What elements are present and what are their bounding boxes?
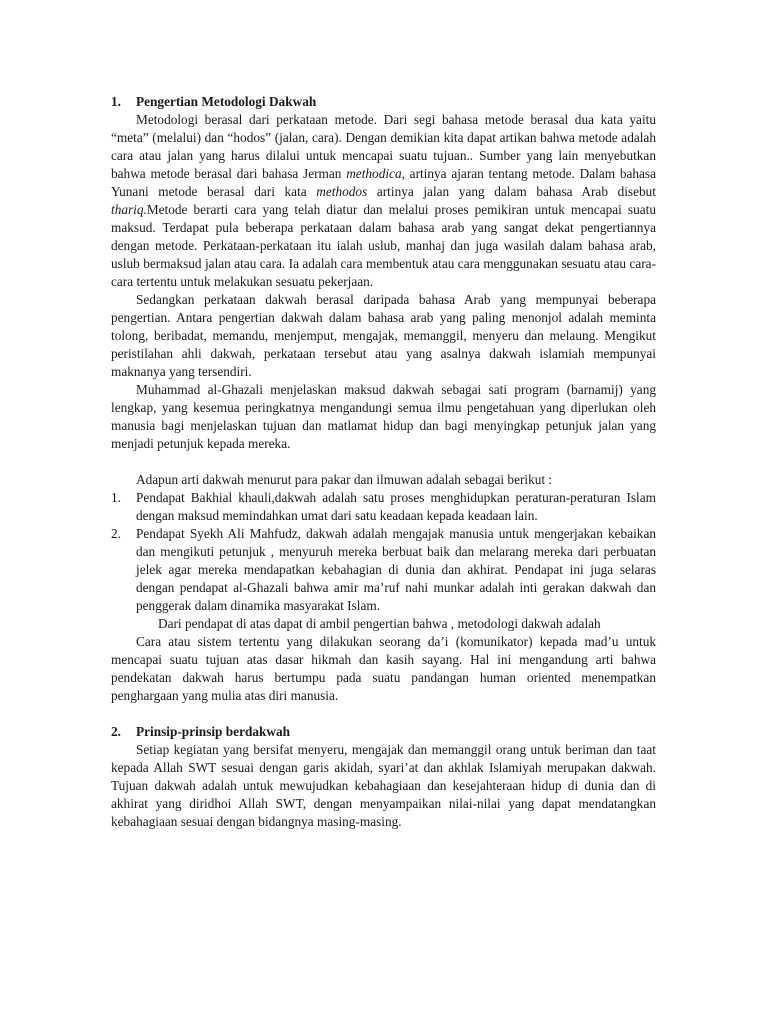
list-item-number: 1.: [111, 490, 121, 505]
definitions-list: [111, 489, 656, 615]
text-run: Metodologi berasal dari perkataan metode. Dari segi bahasa metode berasal dua kata yaitu “meta” (melalui) dan “hodos” (jalan, cara). Dengan demikian kita dapat artikan bahwa metode adalah cara atau jalan yang harus dilalui untuk mencapai suatu tujuan.. Sumber yang lain menyebutkan bahwa metode berasal dari bahasa Jerman: [111, 112, 656, 181]
conclusion-block: [111, 615, 656, 633]
section-1-paragraph-3: Muhammad al-Ghazali menjelaskan maksud dakwah sebagai sati program (barnamij) yang lengkap, yang kesemua peringkatnya mengandungi semua ilmu pengetahuan yang diperlukan oleh manusia bagi menjelaskan tujuan dan matlamat hidup dan bagi menyingkap petunjuk jalan yang menjadi petunjuk kepada mereka.: [111, 382, 656, 451]
spacer: [111, 453, 656, 471]
list-item-number: 2.: [111, 526, 121, 541]
spacer: [111, 705, 656, 723]
section-2-title: Prinsip-prinsip berdakwah: [136, 724, 291, 739]
section-2-heading: [111, 723, 656, 741]
list-item-text: Pendapat Syekh Ali Mahfudz, dakwah adalah mengajak manusia untuk mengerjakan kebaikan dan mengikuti petunjuk , menyuruh mereka berbuat baik dan melarang mereka dari perbuatan jelek agar mereka mendapatkan kebahagian di dunia dan akhirat. Pendapat ini juga selaras dengan pendapat al-Ghazali bahwa amir ma’ruf nahi munkar adalah inti gerakan dakwah dan penggerak dalam dinamika masyarakat Islam.: [136, 526, 656, 613]
italic-term-methodos: methodos: [316, 184, 368, 199]
section-1-paragraph-4: Adapun arti dakwah menurut para pakar dan ilmuwan adalah sebagai berikut :: [136, 472, 553, 487]
document-body: [111, 93, 656, 831]
section-2-number: 2.: [111, 724, 121, 739]
section-2-paragraph-1: Setiap kegiatan yang bersifat menyeru, mengajak dan memanggil orang untuk beriman dan taat kepada Allah SWT sesuai dengan garis akidah, syari’at dan akhlak Islamiyah merupakan dakwah. Tujuan dakwah adalah untuk mewujudkan kebahagiaan dan kesejahteraan hidup di dunia dan di akhirat yang diridhoi Allah SWT, dengan menyampaikan nilai-nilai yang dapat mendatangkan kebahagiaan sesuai dengan bidangnya masing-masing.: [111, 742, 656, 829]
italic-term-thariq: thariq.: [111, 202, 147, 217]
section-1-paragraph-1: [111, 111, 656, 291]
section-1-paragraph-6: Cara atau sistem tertentu yang dilakukan seorang da’i (komunikator) kepada mad’u untuk mencapai suatu tujuan atas dasar hikmah dan kasih sayang. Hal ini mengandung arti bahwa pendekatan dakwah harus bertumpu pada suatu pandangan human oriented menempatkan penghargaan yang mulia atas diri manusia.: [111, 634, 656, 703]
section-1-number: 1.: [111, 94, 121, 109]
text-run: Metode berarti cara yang telah diatur dan melalui proses pemikiran untuk mencapai suatu maksud. Terdapat pula beberapa perkataan dalam bahasa arab yang sangat dekat pengertiannya dengan metode. Perkataan-perkataan itu ialah uslub, manhaj dan juga wasilah dalam bahasa arab, uslub bermaksud jalan atau cara. Ia adalah cara membentuk atau cara menggunakan sesuatu atau cara-cara tertentu untuk melakukan sesuatu pekerjaan.: [111, 202, 656, 289]
list-item: [111, 489, 656, 525]
italic-term-methodica: methodica: [346, 166, 402, 181]
section-1-paragraph-2: Sedangkan perkataan dakwah berasal daripada bahasa Arab yang mempunyai beberapa pengertian. Antara pengertian dakwah dalam bahasa arab yang paling menonjol adalah meminta tolong, beribadat, memandu, menjemput, mengajak, memanggil, menyeru dan melaung. Mengikut peristilahan ahli dakwah, perkataan tersebut atau yang asalnya dakwah islamiah mempunyai maknanya yang tersendiri.: [111, 292, 656, 379]
section-1-paragraph-5: Dari pendapat di atas dapat di ambil pengertian bahwa , metodologi dakwah adalah: [158, 616, 601, 631]
list-item: [111, 525, 656, 615]
text-run: artinya jalan yang dalam bahasa Arab disebut: [367, 184, 656, 199]
text-run: , artinya ajaran tentang metode. Dalam bahasa Yunani metode berasal dari kata: [111, 166, 656, 199]
section-1-heading: [111, 93, 656, 111]
section-1-title: Pengertian Metodologi Dakwah: [136, 94, 317, 109]
list-item-text: Pendapat Bakhial khauli,dakwah adalah satu proses menghidupkan peraturan-peraturan Islam dengan maksud memindahkan umat dari satu keadaan kepada keadaan lain.: [136, 490, 656, 523]
